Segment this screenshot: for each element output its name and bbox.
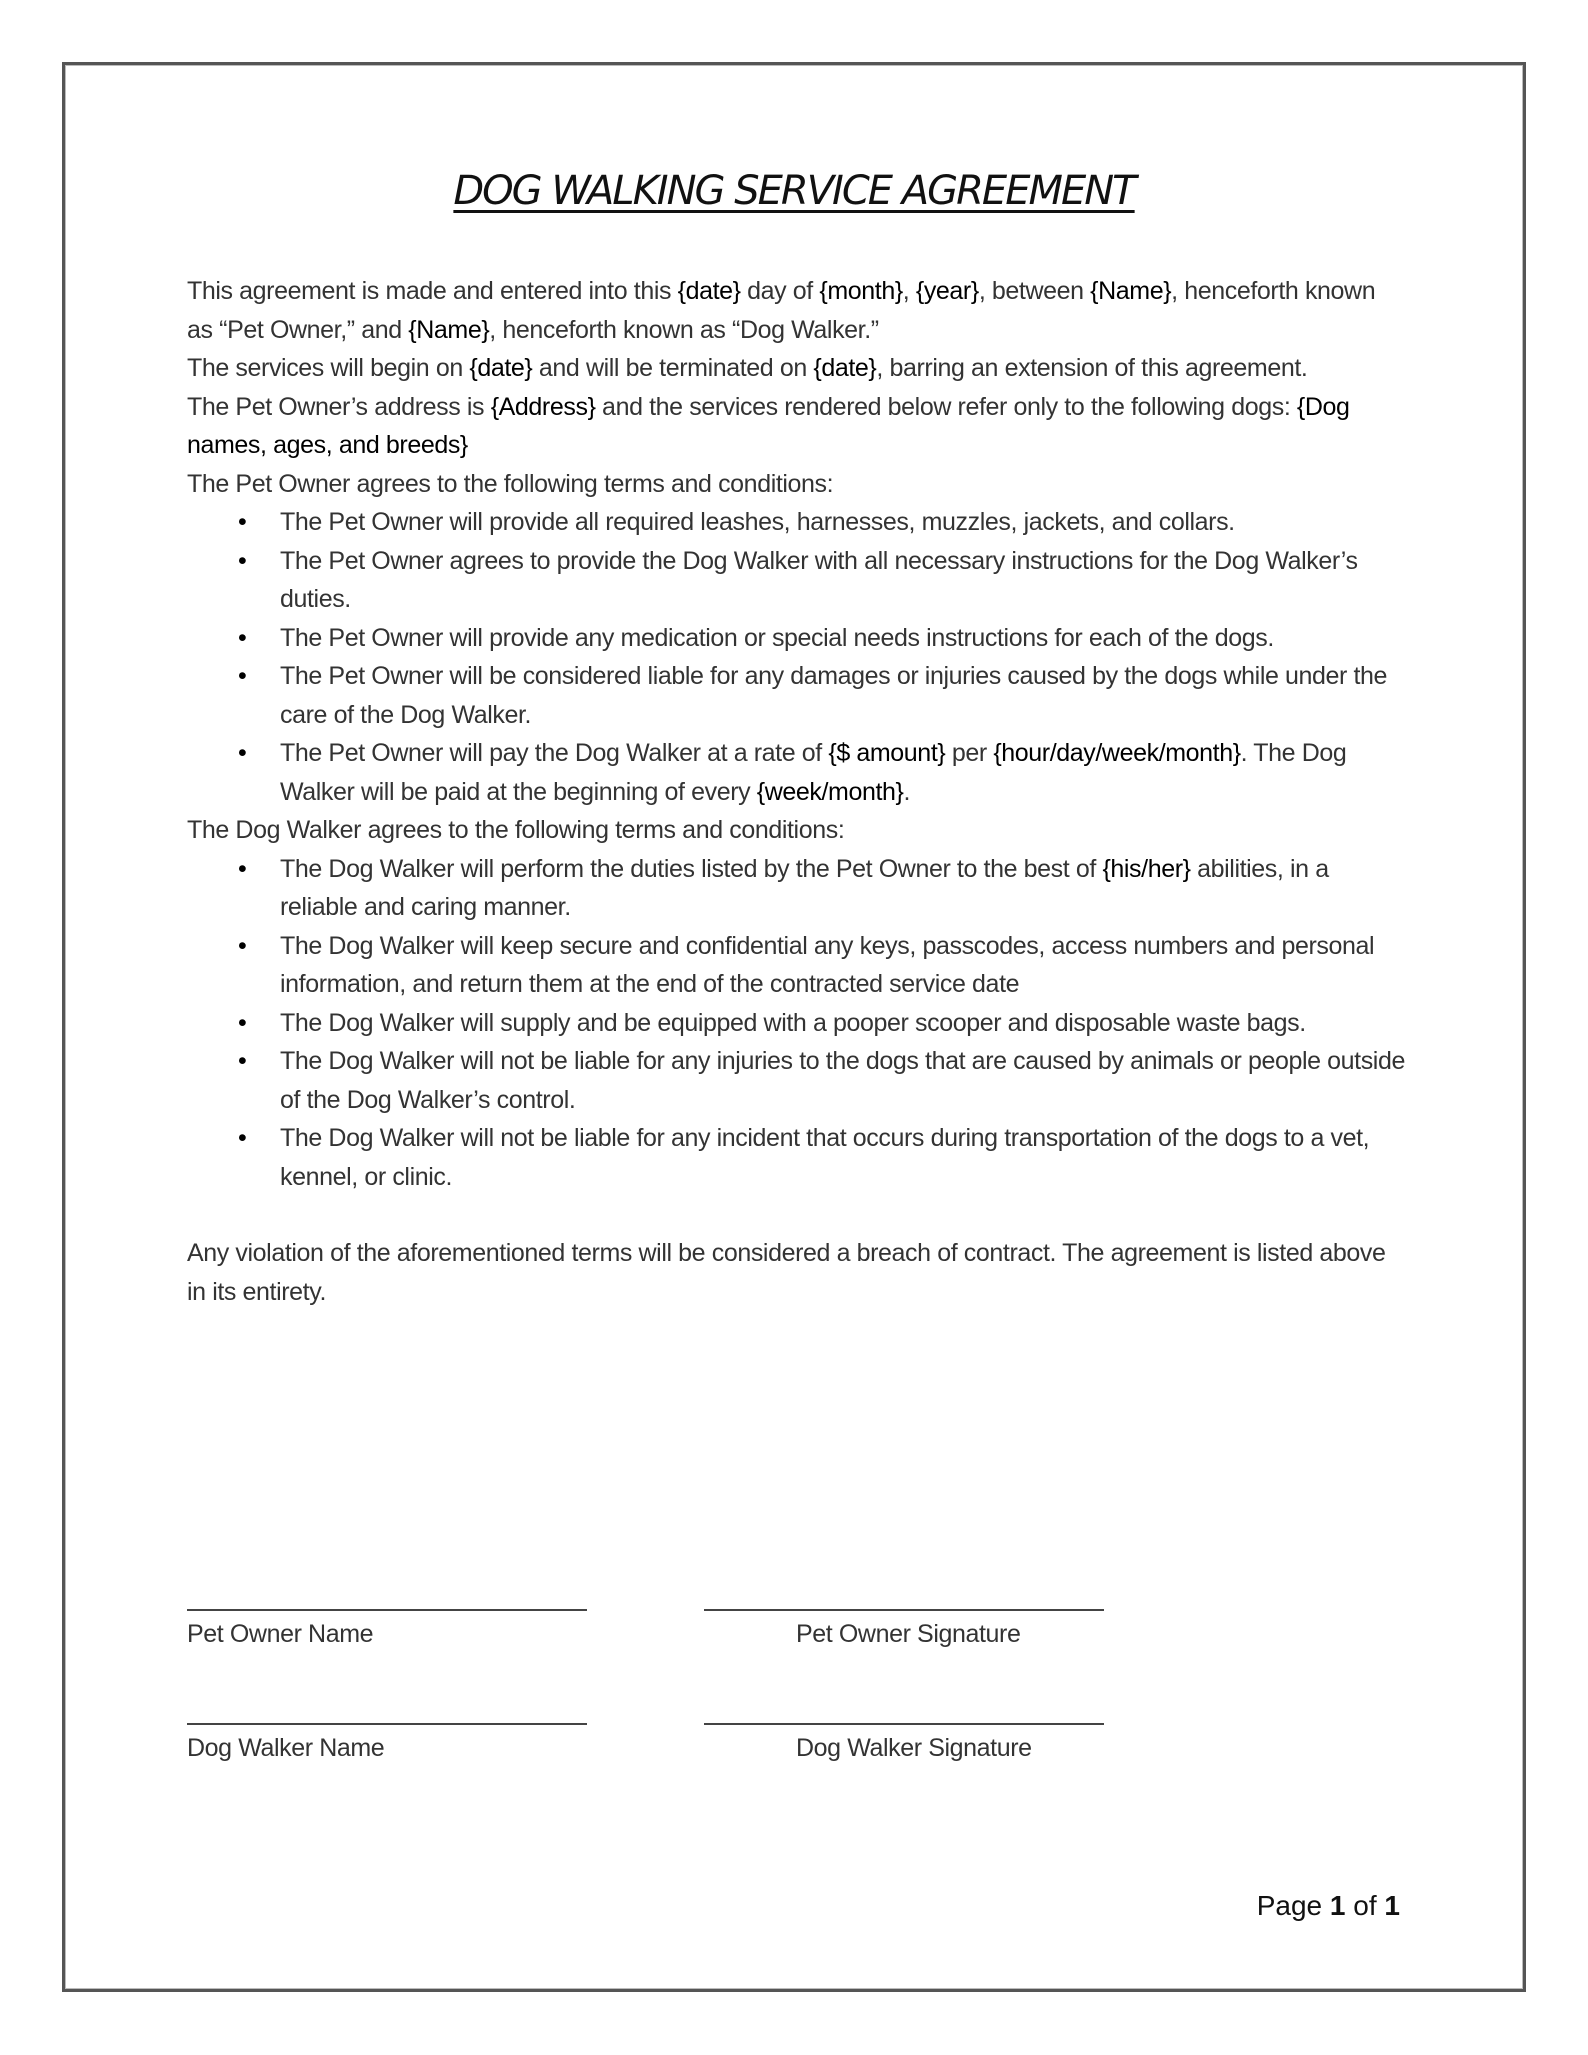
placeholder-field: {$ amount} (828, 739, 946, 767)
text-segment: This agreement is made and entered into this (187, 277, 678, 305)
closing-paragraph (187, 1234, 1407, 1311)
placeholder-field: {hour/day/week/month} (993, 739, 1241, 767)
paragraph (187, 388, 1407, 465)
list-item (280, 1119, 1407, 1196)
text-segment: The Pet Owner will provide all required leashes, harnesses, muzzles, jackets, and collars. (280, 508, 1235, 536)
placeholder-field: {year} (915, 277, 979, 305)
text-segment: , barring an extension of this agreement. (876, 354, 1308, 382)
text-segment: The services will begin on (187, 354, 470, 382)
text-segment: and will be terminated on (532, 354, 814, 382)
text-segment: The Dog Walker will keep secure and confidential any keys, passcodes, access numbers and personal information, and return them at the end of the contracted service date (280, 931, 1375, 998)
paragraph (187, 272, 1407, 349)
list-item (280, 542, 1407, 619)
text-segment: The Pet Owner agrees to the following terms and conditions: (187, 469, 834, 498)
paragraph (187, 349, 1407, 388)
list-item (280, 503, 1407, 542)
list-item (280, 657, 1407, 734)
total-pages: 1 (1384, 1890, 1400, 1921)
placeholder-field: {date} (677, 277, 741, 305)
owner-signature-line (704, 1609, 1104, 1611)
owner-name-line (187, 1609, 587, 1611)
text-segment: The Pet Owner’s address is (187, 392, 491, 421)
text-segment: , henceforth known as “Dog Walker.” (489, 315, 879, 344)
list-item (280, 1042, 1407, 1119)
walker-intro (187, 811, 1407, 850)
agreement-body (187, 272, 1407, 1311)
placeholder-field: {his/her} (1102, 854, 1191, 883)
placeholder-field: {Name} (1090, 277, 1172, 305)
list-item (280, 734, 1407, 811)
text-segment: day of (740, 277, 820, 305)
placeholder-field: {Dog names, ages, and breeds} (187, 392, 1350, 459)
walker-name-label: Dog Walker Name (187, 1734, 385, 1762)
text-segment: The Dog Walker will perform the duties listed by the Pet Owner to the best of (280, 854, 1103, 883)
walker-signature-label: Dog Walker Signature (796, 1734, 1032, 1762)
text-segment: . The Dog Walker will be paid at the beginning of every (280, 739, 1347, 806)
paragraph (187, 811, 1407, 850)
text-segment: The Pet Owner will pay the Dog Walker at a rate of (280, 739, 829, 767)
text-segment: , (902, 277, 916, 305)
placeholder-field: {Name} (408, 315, 490, 344)
placeholder-field: {Address} (490, 392, 596, 421)
intro-section (187, 272, 1407, 503)
placeholder-field: {date} (469, 354, 533, 382)
walker-signature-line (704, 1723, 1104, 1725)
walker-name-line (187, 1723, 587, 1725)
text-segment: Any violation of the aforementioned terms will be considered a breach of contract. The agreement is listed above in its entirety. (187, 1239, 1386, 1306)
text-segment: The Dog Walker will not be liable for any incident that occurs during transportation of the dogs to a vet, kennel, or clinic. (280, 1124, 1370, 1191)
owner-terms-list (187, 503, 1407, 811)
page-number (1257, 1890, 1400, 1922)
placeholder-field: {date} (813, 354, 877, 382)
text-segment: . (903, 777, 911, 806)
paragraph (187, 1234, 1407, 1311)
title-text: DOG WALKING SERVICE AGREEMENT (453, 168, 1135, 214)
text-segment: and the services rendered below refer only to the following dogs: (595, 392, 1297, 421)
text-segment: The Pet Owner agrees to provide the Dog Walker with all necessary instructions for the Dog Walker’s duties. (280, 546, 1358, 613)
paragraph (187, 465, 1407, 504)
text-segment: , henceforth known as “Pet Owner,” and (187, 277, 1376, 344)
text-segment: , between (978, 277, 1091, 305)
text-segment: The Pet Owner will be considered liable for any damages or injuries caused by the dogs while under the care of the Dog Walker. (280, 662, 1388, 729)
text-segment: per (945, 739, 994, 767)
text-segment: The Dog Walker will not be liable for any injuries to the dogs that are caused by animals or people outside of the Dog Walker’s control. (280, 1047, 1405, 1114)
placeholder-field: {month} (819, 277, 903, 305)
page-label: Page (1256, 1890, 1323, 1921)
document-title (0, 168, 1588, 214)
text-segment: The Pet Owner will provide any medication or special needs instructions for each of the dogs. (280, 623, 1274, 652)
list-item (280, 850, 1407, 927)
list-item (280, 1004, 1407, 1043)
list-item (280, 927, 1407, 1004)
owner-name-label: Pet Owner Name (187, 1620, 374, 1648)
owner-signature-label: Pet Owner Signature (796, 1620, 1021, 1648)
list-item (280, 619, 1407, 658)
walker-terms-list (187, 850, 1407, 1197)
text-segment: The Dog Walker agrees to the following terms and conditions: (187, 816, 845, 844)
current-page: 1 (1329, 1890, 1346, 1921)
of-label: of (1353, 1890, 1377, 1921)
text-segment: The Dog Walker will supply and be equipped with a pooper scooper and disposable waste bags. (280, 1008, 1306, 1037)
text-segment: abilities, in a reliable and caring manner. (280, 854, 1329, 921)
placeholder-field: {week/month} (756, 777, 904, 806)
